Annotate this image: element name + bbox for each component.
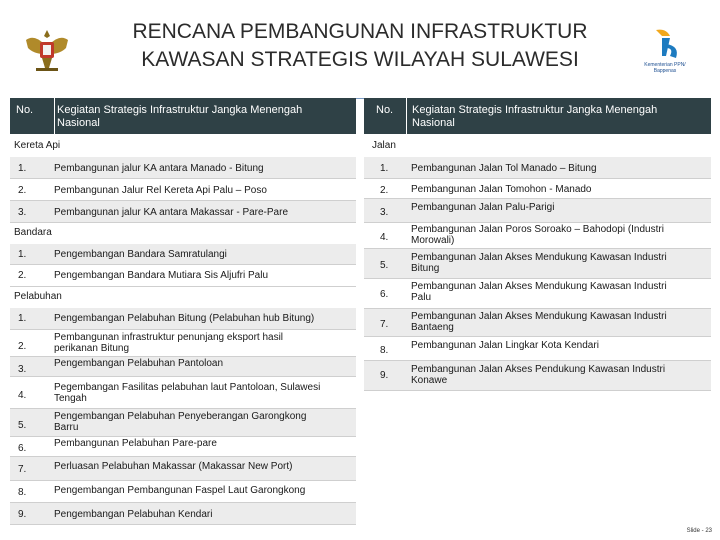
section-pelabuhan: Pelabuhan [14, 291, 62, 302]
row-no: 3. [18, 364, 27, 375]
row-no: 8. [18, 487, 27, 498]
table-row [10, 377, 356, 409]
table-row [10, 481, 356, 503]
table-row [10, 265, 356, 287]
row-text [411, 281, 667, 303]
row-text [411, 311, 667, 333]
row-text: Pembangunan jalur KA antara Manado - Bitung [54, 163, 264, 174]
table-row [364, 199, 711, 223]
table-row [364, 309, 711, 337]
row-text-line-2: Tengah [54, 393, 87, 404]
left-header-kegiatan-line-2: Nasional [57, 117, 100, 129]
row-text [54, 382, 320, 404]
left-header-kegiatan-line-1: Kegiatan Strategis Infrastruktur Jangka Menengah [57, 104, 303, 116]
row-no: 3. [380, 207, 389, 218]
row-no: 8. [380, 345, 389, 356]
row-text-line-1: Pegembangan Fasilitas pelabuhan laut Pantoloan, Sulawesi [54, 382, 321, 393]
page-title [110, 18, 610, 74]
row-no: 9. [380, 370, 389, 381]
row-text-line-1: Pembangunan Jalan Akses Pendukung Kawasan Industri [411, 364, 666, 375]
row-text-line-2: Bitung [411, 263, 440, 274]
row-no: 1. [18, 163, 27, 174]
row-no: 3. [18, 207, 27, 218]
table-row [10, 308, 356, 330]
table-row [10, 409, 356, 437]
row-text-line-2: Morowali) [411, 235, 455, 246]
table-row [364, 249, 711, 279]
row-text-line-1: Pembangunan Jalan Akses Mendukung Kawasan Industri [411, 252, 667, 263]
row-text: Pembangunan Jalan Lingkar Kota Kendari [411, 340, 599, 351]
row-no: 1. [380, 163, 389, 174]
row-text: Pembangunan Jalur Rel Kereta Api Palu – Poso [54, 185, 267, 196]
row-text-line-1: Pembangunan infrastruktur penunjang eksport hasil [54, 332, 284, 343]
row-text: Pembangunan Pelabuhan Pare-pare [54, 438, 217, 449]
right-header-divider [406, 98, 407, 134]
row-text-line-2: Palu [411, 292, 432, 303]
connector-mark [356, 98, 364, 99]
table-row [10, 330, 356, 357]
logo-caption [630, 62, 700, 74]
section-bandara: Bandara [14, 227, 52, 238]
table-row [364, 361, 711, 391]
table-row [10, 503, 356, 525]
table-row [364, 179, 711, 199]
row-no: 9. [18, 509, 27, 520]
logo-caption-line-1: Kementerian PPN/ [644, 62, 686, 68]
right-header-no: No. [376, 104, 394, 116]
row-text: Pembangunan Jalan Palu-Parigi [411, 202, 555, 213]
row-text: Pengembangan Pembangunan Faspel Laut Garongkong [54, 485, 306, 496]
row-no: 4. [380, 232, 389, 243]
section-kereta-api: Kereta Api [14, 140, 61, 151]
row-text-line-1: Pengembangan Pelabuhan Penyeberangan Garongkong [54, 411, 307, 422]
table-row [10, 457, 356, 481]
row-text-line-2: Konawe [411, 375, 448, 386]
row-text-line-1: Pembangunan Jalan Akses Mendukung Kawasan Industri [411, 311, 667, 322]
row-no: 4. [18, 390, 27, 401]
left-header-no: No. [16, 104, 34, 116]
row-text-line-1: Pembangunan Jalan Akses Mendukung Kawasan Industri [411, 281, 667, 292]
row-text [54, 332, 283, 354]
row-text: Pengembangan Bandara Mutiara Sis Aljufri Palu [54, 270, 269, 281]
table-row [364, 223, 711, 249]
row-no: 2. [18, 341, 27, 352]
table-row [364, 157, 711, 179]
row-no: 5. [18, 420, 27, 431]
row-no: 7. [380, 319, 389, 330]
row-no: 6. [380, 289, 389, 300]
garuda-emblem-icon [22, 24, 72, 74]
row-no: 2. [18, 185, 27, 196]
table-row [10, 244, 356, 265]
table-row [364, 337, 711, 361]
table-row [364, 279, 711, 309]
row-text: Pengembangan Pelabuhan Bitung (Pelabuhan hub Bitung) [54, 313, 315, 324]
section-jalan: Jalan [372, 140, 396, 151]
row-no: 7. [18, 464, 27, 475]
row-no: 5. [380, 260, 389, 271]
title-line-1: RENCANA PEMBANGUNAN INFRASTRUKTUR [132, 20, 588, 43]
right-header-kegiatan [412, 104, 657, 130]
row-text-line-2: Bantaeng [411, 322, 454, 333]
left-header-kegiatan [57, 104, 302, 130]
row-text: Pengembangan Pelabuhan Kendari [54, 509, 213, 520]
right-header-kegiatan-line-1: Kegiatan Strategis Infrastruktur Jangka Menengah [412, 104, 658, 116]
table-row [10, 201, 356, 223]
row-text-line-1: Pembangunan Jalan Poros Soroako – Bahodopi (Industri [411, 224, 664, 235]
logo-caption-line-2: Bappenas [653, 68, 677, 74]
row-no: 1. [18, 249, 27, 260]
table-row [10, 357, 356, 377]
row-no: 2. [380, 185, 389, 196]
row-text [411, 364, 705, 386]
slide-number: Slide - 23 [686, 528, 712, 534]
row-no: 1. [18, 313, 27, 324]
right-header-kegiatan-line-2: Nasional [412, 117, 455, 129]
left-table-header [10, 98, 356, 134]
title-line-2: KAWASAN STRATEGIS WILAYAH SULAWESI [141, 48, 579, 71]
row-text: Pembangunan jalur KA antara Makassar - Pare-Pare [54, 207, 289, 218]
table-row [10, 157, 356, 179]
row-text: Pengembangan Pelabuhan Pantoloan [54, 358, 224, 369]
row-text [411, 252, 667, 274]
row-text: Pembangunan Jalan Tomohon - Manado [411, 184, 592, 195]
row-text: Perluasan Pelabuhan Makassar (Makassar New Port) [54, 461, 293, 472]
table-row [10, 437, 356, 457]
table-row [10, 179, 356, 201]
row-text: Pengembangan Bandara Samratulangi [54, 249, 227, 260]
left-header-divider [54, 98, 55, 134]
row-no: 2. [18, 270, 27, 281]
row-text: Pembangunan Jalan Tol Manado – Bitung [411, 163, 597, 174]
row-text-line-2: Barru [54, 422, 79, 433]
row-text [54, 411, 350, 433]
row-no: 6. [18, 443, 27, 454]
right-table-header [364, 98, 711, 134]
row-text [411, 224, 705, 246]
row-text-line-2: perikanan Bitung [54, 343, 130, 354]
